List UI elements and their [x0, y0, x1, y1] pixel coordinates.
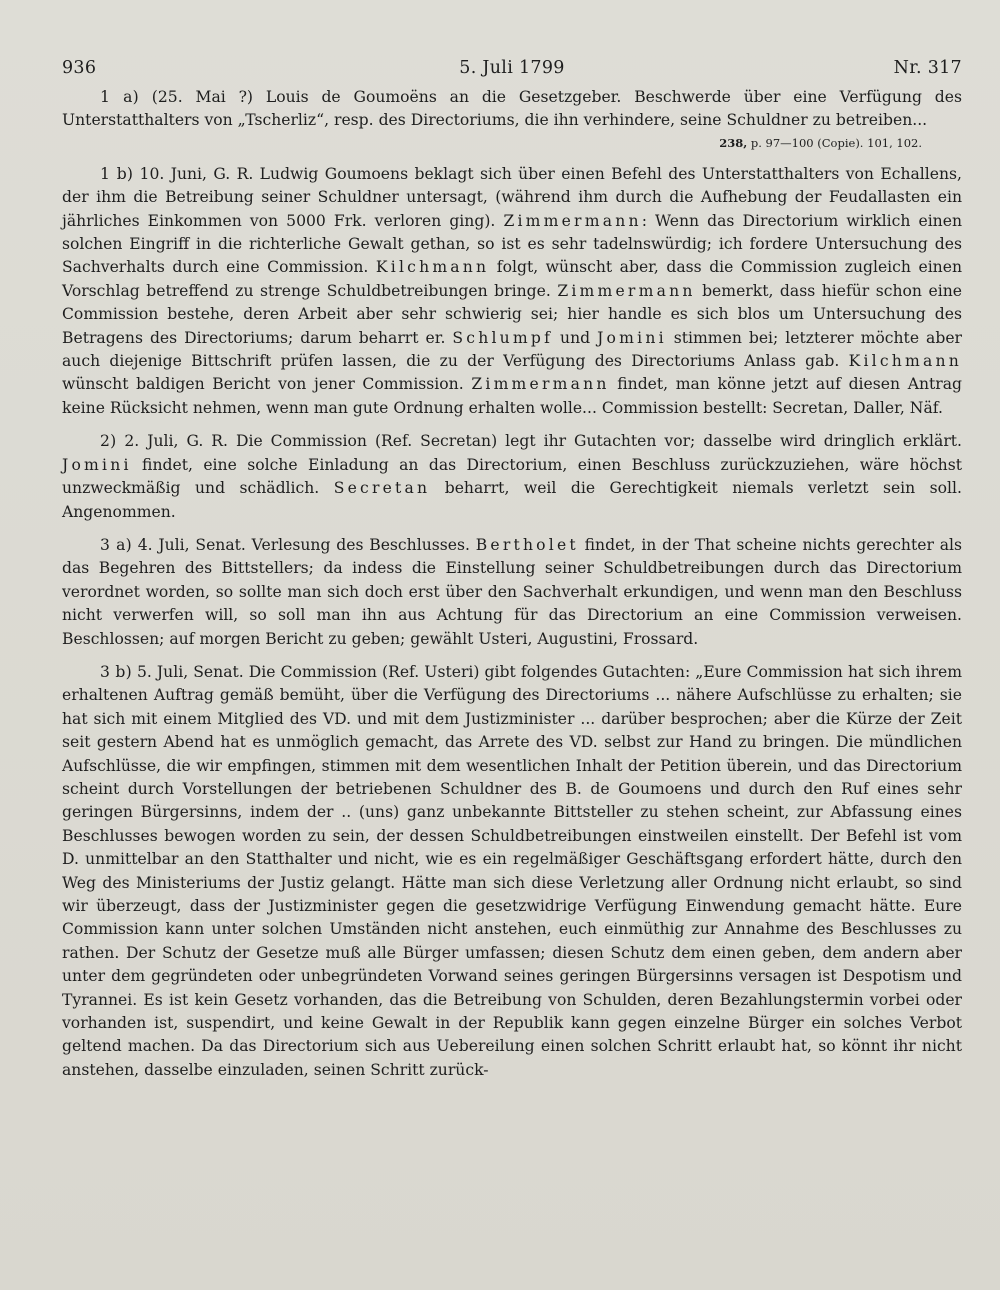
running-header [62, 58, 962, 78]
header-date: 5. Juli 1799 [459, 58, 565, 78]
entry-1a [62, 86, 962, 133]
text-segment: findet, in der That scheine nichts gerechter als das Begehren des Bittstellers; da indess die Einstellung seiner Schuldbetreibungen durch das Directorium verordnet worden, so sollte man sich doch erst über den Sachverhalt erkundigen, und wenn man den Beschluss nicht verwerfen will, so soll man ihn aus Achtung für das Directorium an eine Commission verweisen. Beschlossen; auf morgen Bericht zu geben; gewählt Usteri, Augustini, Frossard. [62, 535, 963, 648]
text-segment: findet, eine solche Einladung an das Directorium, einen Beschluss zurückzuziehen, wäre höchst unzweckmäßig und schädlich. [62, 455, 962, 498]
text-segment: bemerkt, dass hiefür schon eine Commission bestehe, deren Arbeit aber sehr schwierig sei; hier handle es sich blos um Untersuchung des Betragens des Directoriums; darum beharrt er. [62, 281, 962, 347]
document-number: Nr. 317 [893, 58, 962, 78]
text-segment: und [553, 328, 598, 347]
text-segment: : Wenn das Directorium wirklich einen solchen Eingriff in die richterliche Gewalt gethan, so ist es sehr tadelnswürdig; ich fordere Untersuchung des Sachverhalts durch eine Commission. [62, 211, 962, 277]
source-volume: 238, [719, 135, 748, 150]
speaker-name: Kilchmann [375, 258, 490, 277]
speaker-name: Jomini [597, 328, 667, 347]
speaker-name: Secretan [333, 479, 431, 498]
text-segment: folgt, wünscht aber, dass die Commission zugleich einen Vorschlag betreffend zu strenge Schuldbetreibungen bringe. [62, 258, 962, 300]
source-reference [62, 135, 922, 151]
speaker-name: Schlumpf [452, 328, 554, 347]
entry-label: 2) [100, 432, 117, 451]
entry-3a [62, 534, 962, 651]
text-segment: findet, man könne jetzt auf diesen Antrag keine Rücksicht nehmen, wenn man gute Ordnung erhalten wolle... Commission bestellt: Secretan, Daller, Näf. [62, 375, 963, 417]
source-pages: p. 97—100 (Copie). 101, 102. [750, 135, 922, 150]
entry-3b [62, 661, 962, 1082]
entry-label: 1 b) [100, 164, 134, 183]
entry-label: 3 a) [100, 535, 132, 554]
speaker-name: Kilchmann [848, 352, 962, 371]
entry-label: 1 a) [100, 88, 139, 106]
text-segment: 10. Juni, G. R. Ludwig Goumoens beklagt sich über einen Befehl des Unterstatthalters von Echallens, der ihm die Betreibung seiner Schuldner untersagt, (während ihm durch die Aufhebung der Feudallasten ein jährliches Einkommen von 5000 Frk. verloren ging). [62, 164, 962, 230]
speaker-name: Zimmermann [557, 281, 696, 300]
page-number: 936 [62, 58, 97, 78]
speaker-name: Zimmermann [503, 211, 642, 230]
speaker-name: Bertholet [475, 535, 579, 554]
entry-text: 5. Juli, Senat. Die Commission (Ref. Usteri) gibt folgendes Gutachten: „Eure Commission hat sich ihrem erhaltenen Auftrag gemäß bemüht, über die Verfügung des Directoriums ... nähere Aufschlüsse zu erhalten; sie hat sich mit einem Mitglied des VD. und mit dem Justizminister ... darüber besprochen; aber die Kürze der Zeit seit gestern Abend hat es unmöglich gemacht, das Arrete des VD. selbst zur Hand zu bringen. Die mündlichen Aufschlüsse, die wir empfingen, stimmen mit dem wesentlichen Inhalt der Petition überein, und das Directorium scheint durch Vorstellungen der betriebenen Schuldner des B. de Goumoens und durch den Ruf eines sehr geringen Bürgersinns, indem der .. (uns) ganz unbekannte Bittsteller zu stehen scheint, zur Abfassung eines Beschlusses bewogen worden zu sein, der dessen Schuldbetreibungen einstweilen einstellt. Der Befehl ist vom D. unmittelbar an den Statthalter und nicht, wie es ein regelmäßiger Geschäftsgang erfordert hätte, durch den Weg des Ministeriums der Justiz gelangt. Hätte man sich diese Verletzung aller Ordnung nicht erlaubt, so sind wir überzeugt, dass der Justizminister gegen die gesetzwidrige Verfügung Einwendung gemacht hätte. Eure Commission kann unter solchen Umständen nicht anstehen, euch einmüthig zur Annahme des Beschlusses zu rathen. Der Schutz der Gesetze muß alle Bürger umfassen; diesen Schutz dem einen geben, dem andern aber unter dem gegründeten oder unbegründeten Vorwand seines geringen Bürgersinns versagen ist Despotism und Tyrannei. Es ist kein Gesetz vorhanden, das die Betreibung von Schulden, deren Bezahlungstermin vorbei oder vorhanden ist, suspendirt, und keine Gewalt in der Republik kann gegen einzelne Bürger ein solches Verbot geltend machen. Da das Directorium sich aus Uebereilung einen solchen Schritt erlaubt hat, so könnt ihr nicht anstehen, dasselbe einzuladen, seinen Schritt zurück- [62, 662, 962, 1079]
text-segment: wünscht baldigen Bericht von jener Commission. [62, 375, 472, 394]
entry-2 [62, 430, 962, 524]
speaker-name: Jomini [62, 455, 132, 474]
text-segment: 4. Juli, Senat. Verlesung des Beschlusses. [137, 535, 476, 554]
text-segment: 2. Juli, G. R. Die Commission (Ref. Secretan) legt ihr Gutachten vor; dasselbe wird dringlich erklärt. [124, 432, 962, 451]
entry-1b [62, 163, 962, 420]
text-segment: beharrt, weil die Gerechtigkeit niemals verletzt sein soll. Angenommen. [62, 479, 962, 521]
entry-text: (25. Mai ?) Louis de Goumoëns an die Gesetzgeber. Beschwerde über eine Verfügung des Unterstatthalters von „Tscherliz“, resp. des Directoriums, die ihn verhindere, seine Schuldner zu betreiben... [62, 88, 963, 130]
entry-label: 3 b) [100, 662, 132, 681]
speaker-name: Zimmermann [471, 375, 610, 394]
text-segment: stimmen bei; letzterer möchte aber auch diejenige Bittschrift prüfen lassen, die zu der Verfügung des Directoriums Anlass gab. [62, 328, 963, 371]
